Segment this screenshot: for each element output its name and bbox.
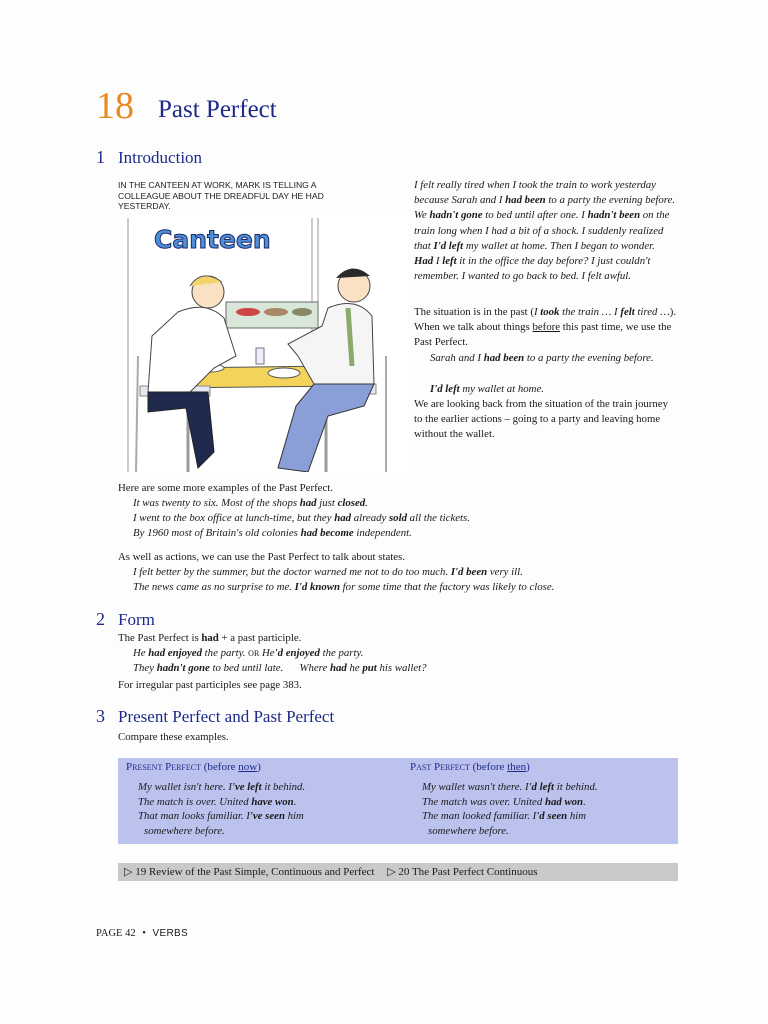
example-line: The match is over. United have won. bbox=[138, 795, 297, 808]
triangle-right-icon: ▷ bbox=[124, 866, 133, 878]
present-perfect-heading: Present Perfect (before now) bbox=[126, 761, 261, 773]
canteen-sign: Canteen bbox=[154, 225, 271, 254]
more-example: By 1960 most of Britain's old colonies had become independent. bbox=[133, 527, 412, 540]
example-line: My wallet wasn't there. I'd left it behind. bbox=[422, 781, 598, 793]
more-examples-intro: Here are some more examples of the Past Perfect. bbox=[118, 482, 333, 494]
states-intro: As well as actions, we can use the Past Perfect to talk about states. bbox=[118, 551, 405, 563]
page-footer bbox=[96, 928, 188, 939]
states-examples bbox=[133, 565, 678, 595]
example-wallet: I'd left my wallet at home. bbox=[430, 383, 544, 395]
section-2-number: 2 bbox=[96, 609, 105, 629]
page-number: PAGE 42 bbox=[96, 928, 136, 939]
irregular-note: For irregular past participles see page 383. bbox=[118, 679, 302, 691]
cross-reference-19[interactable]: 19 Review of the Past Simple, Continuous and Perfect bbox=[135, 866, 375, 878]
compare-intro: Compare these examples. bbox=[118, 731, 229, 743]
canteen-illustration bbox=[118, 216, 408, 472]
more-example: It was twenty to six. Most of the shops had just closed. bbox=[133, 497, 368, 509]
example-line: That man looks familiar. I've seen him bbox=[138, 810, 304, 822]
form-example-2: They hadn't gone to bed until late. Where had he put his wallet? bbox=[133, 662, 427, 674]
section-2-title: Form bbox=[118, 610, 155, 629]
past-perfect-examples bbox=[422, 780, 672, 838]
example-line: My wallet isn't here. I've left it behind. bbox=[138, 781, 306, 793]
footer-section: VERBS bbox=[152, 928, 188, 939]
cross-reference-20[interactable]: 20 The Past Perfect Continuous bbox=[398, 866, 538, 878]
example-line: somewhere before. bbox=[144, 824, 225, 837]
narrative-paragraph: I felt really tired when I took the train to work yesterday because Sarah and I had been to a party the evening before. We hadn't gone to bed until after one. I hadn't been on the train long when I had a bit of a shock. I suddenly realized that I'd left my wallet at home. Then I began to wonder. Had I left it in the office the day before? I just couldn't remember. I wanted to go back to bed. I felt awful. bbox=[414, 179, 676, 283]
lookback-paragraph: We are looking back from the situation of the train journey to the earlier actions – going to a party and leaving home without the wallet. bbox=[414, 398, 668, 441]
section-3-number: 3 bbox=[96, 706, 105, 726]
narrative-text bbox=[414, 178, 676, 284]
illustration-caption: IN THE CANTEEN AT WORK, MARK IS TELLING A COLLEAGUE ABOUT THE DREADFUL DAY HE HAD YESTERDAY. bbox=[118, 180, 324, 211]
section-1-number: 1 bbox=[96, 147, 105, 167]
past-perfect-heading: Past Perfect (before then) bbox=[410, 761, 530, 773]
bullet-icon: • bbox=[142, 928, 146, 939]
cross-reference-bar bbox=[118, 863, 678, 881]
unit-number: 18 bbox=[96, 85, 134, 127]
section-1-title: Introduction bbox=[118, 148, 203, 167]
state-example: I felt better by the summer, but the doctor warned me not to do too much. I'd been very ill. bbox=[133, 566, 523, 578]
more-example: I went to the box office at lunch-time, but they had already sold all the tickets. bbox=[133, 512, 470, 525]
present-perfect-examples bbox=[138, 780, 398, 838]
example-party: Sarah and I had been to a party the evening before. bbox=[430, 352, 654, 364]
section-3-title: Present Perfect and Past Perfect bbox=[118, 707, 335, 726]
example-line: somewhere before. bbox=[428, 824, 509, 837]
state-example: The news came as no surprise to me. I'd known for some time that the factory was likely to close. bbox=[133, 581, 555, 594]
form-rule: The Past Perfect is had + a past participle. bbox=[118, 632, 302, 644]
situation-paragraph: The situation is in the past (I took the train … I felt tired …). When we talk about things before this past time, we use the Past Perfect. bbox=[414, 306, 677, 349]
unit-title: Past Perfect bbox=[158, 96, 277, 123]
triangle-right-icon: ▷ bbox=[387, 866, 396, 878]
form-example-1: He had enjoyed the party. or He'd enjoyed the party. bbox=[133, 647, 364, 659]
comparison-box bbox=[118, 758, 678, 844]
example-line: The man looked familiar. I'd seen him bbox=[422, 810, 587, 822]
example-line: The match was over. United had won. bbox=[422, 795, 586, 808]
more-examples-list bbox=[133, 496, 678, 542]
